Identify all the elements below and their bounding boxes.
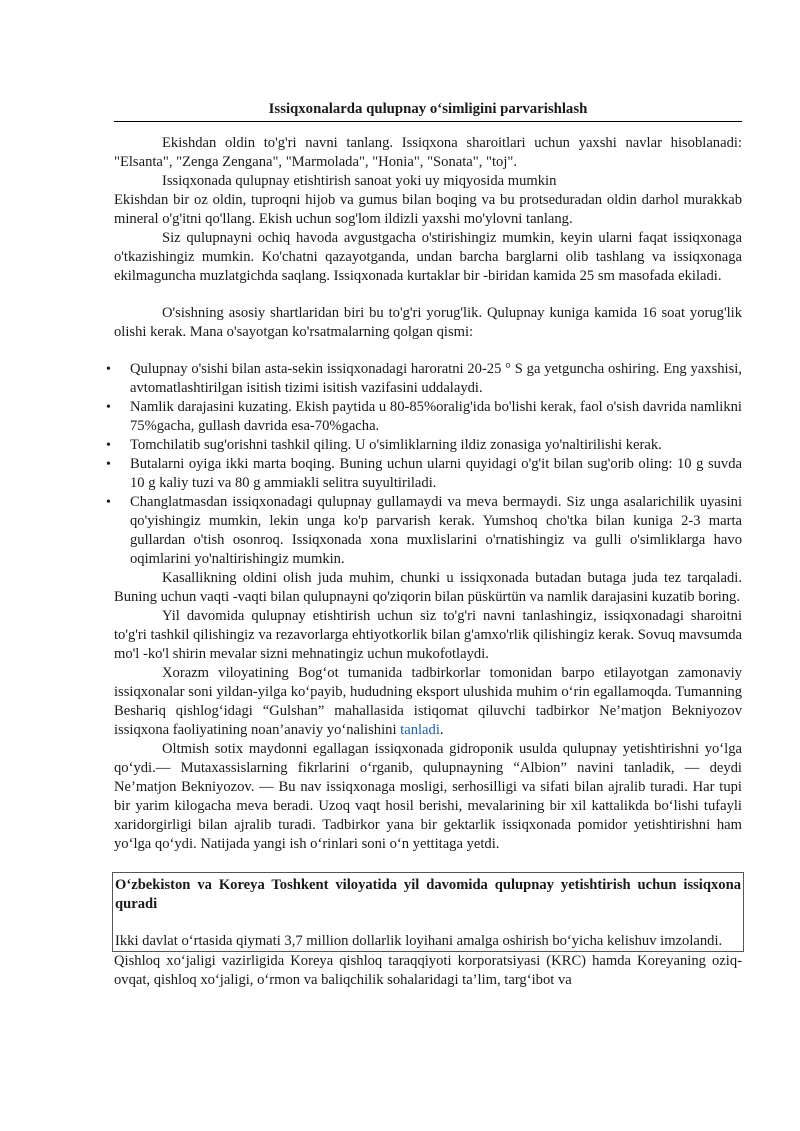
list-item: • Qulupnay o'sishi bilan asta-sekin issiqxonadagi haroratni 20-25 ° S ga yetguncha oshiring. Eng yaxshisi, avtomatlashtirilgan isitish tizimi isitish vazifasini uddalaydi. xyxy=(106,361,742,396)
list-item: • Namlik darajasini kuzating. Ekish paytida u 80-85%oralig'ida bo'lishi kerak, faol o'sish davrida namlikni 75%gacha, gullash davrida esa-70%gacha. xyxy=(106,399,742,434)
list-item: • Butalarni oyiga ikki marta boqing. Buning uchun ularni quyidagi o'g'it bilan sug'orib oling: 10 g suvda 10 g kaliy tuzi va 80 g ammiakli selitra suyultiriladi. xyxy=(106,456,742,491)
bullet-icon: • xyxy=(106,400,111,415)
paragraph-khorezm: Xorazm viloyatining Bog‘ot tumanida tadbirkorlar tomonidan barpo etilayotgan zamonaviy issiqxonalar soni yildan-yilga ko‘payib, hududning eksport ulushida muhim o‘rin egallamoqda. Tumanning Beshariq qishlog‘idagi “Gulshan” mahallasida istiqomat qiluvchi tadbirkor Ne’matjon Bekniyozov issiqxona faoliyatining noan’anaviy yo‘nalishini tanladi. xyxy=(114,665,742,738)
news-lead: Ikki davlat o‘rtasida qiymati 3,7 million dollarlik loyihani amalga oshirish bo‘yicha kelishuv imzolandi. xyxy=(115,933,723,949)
bullet-icon: • xyxy=(106,362,111,377)
paragraph-varieties: Ekishdan oldin to'g'ri navni tanlang. Issiqxona sharoitlari uchun yaxshi navlar hisoblanadi: "Elsanta", "Zenga Zengana", "Marmolada", "Honia", "Sonata", "toj". xyxy=(114,135,742,170)
list-item: • Changlatmasdan issiqxonadagi qulupnay gullamaydi va meva bermaydi. Siz unga asalarichilik uyasini qo'yishingiz mumkin, lekin unga ko'p parvarish kerak. Yumshoq cho'tka bilan kuniga 2-3 marta gullardan o'tish osonroq. Issiqxonada xona muxlislarini o'rnatishingiz va gulli o'simliklarga havo oqimlarini yo'naltirishingiz mumkin. xyxy=(106,494,742,567)
news-headline: O‘zbekiston va Koreya Toshkent viloyatida yil davomida qulupnay yetishtirish uchun issiqxona quradi xyxy=(115,877,741,912)
bullet-icon: • xyxy=(106,495,111,510)
paragraph-lighting: O'sishning asosiy shartlaridan biri bu to'g'ri yorug'lik. Qulupnay kuniga kamida 16 soat yorug'lik olishi kerak. Mana o'sayotgan ko'rsatmalarning qolgan qismi: xyxy=(114,305,742,340)
bullet-icon: • xyxy=(106,438,111,453)
paragraph-year-round: Yil davomida qulupnay etishtirish uchun siz to'g'ri navni tanlashingiz, issiqxonadagi sharoitni to'g'ri tashkil qilishingiz va rezavorlarga ehtiyotkorlik bilan g'amxo'rlik qilishingiz kerak. Sovuq mavsumda mo'l -ko'l shirin mevalar sizni mehnatingiz uchun mukofotlaydi. xyxy=(114,608,742,662)
list-item: • Tomchilatib sug'orishni tashkil qiling. U o'simliklarning ildiz zonasiga yo'naltirilishi kerak. xyxy=(106,437,662,453)
paragraph-soil-prep: Ekishdan bir oz oldin, tuproqni hijob va gumus bilan boqing va bu protseduradan oldin darhol murakkab mineral o'g'itni qo'llang. Ekish uchun sog'lom ildizli yaxshi mo'ylovni tanlang. xyxy=(114,192,742,227)
paragraph-ministry: Qishloq xo‘jaligi vazirligida Koreya qishloq taraqqiyoti korporatsiyasi (KRC) hamda Koreyaning oziq-ovqat, qishloq xo‘jaligi, o‘rmon va baliqchilik sohalaridagi ta’lim, targ‘ibot va xyxy=(114,953,742,988)
document-page xyxy=(106,100,742,990)
page-title: Issiqxonalarda qulupnay o‘simligini parvarishlash xyxy=(114,100,742,122)
paragraph-hydroponic: Oltmish sotix maydonni egallagan issiqxonada gidroponik usulda qulupnay yetishtirishni yo‘lga qo‘ydi.— Mutaxassislarning fikrlarini o‘rganib, qulupnayning “Albion” navini tanladik, — deydi Ne’matjon Bekniyozov. — Bu nav issiqxonaga mosligi, serhosilligi va sifati bilan ajralib turadi. Har tupi bir yarim kilogacha meva beradi. Uzoq vaqt hosil berishi, mevalarining bir xil kattalikda bo‘lishi tufayli xaridorgirligi bilan ajralib turadi. Tadbirkor yana bir gektarlik issiqxonada pomidor yetishtirishni ham yo‘lga qo‘ydi. Natijada yangi ish o‘rinlari soni o‘n yettitaga yetdi. xyxy=(114,741,742,852)
bullet-icon: • xyxy=(106,457,111,472)
care-instructions-list xyxy=(106,360,742,569)
tanladi-link[interactable]: tanladi xyxy=(400,722,440,738)
paragraph-transplant: Siz qulupnayni ochiq havoda avgustgacha o'stirishingiz mumkin, keyin ularni faqat issiqxonaga o'tkazishingiz mumkin. Ko'chatni qazayotganda, undan barcha barglarni olib tashlang va issiqxonaga ekilmaguncha muzlatgichda saqlang. Issiqxonada kurtaklar bir -biridan kamida 25 sm masofada ekiladi. xyxy=(114,230,742,284)
paragraph-scale: Issiqxonada qulupnay etishtirish sanoat yoki uy miqyosida mumkin xyxy=(162,173,557,189)
paragraph-disease: Kasallikning oldini olish juda muhim, chunki u issiqxonada butadan butaga juda tez tarqaladi. Buning uchun vaqti -vaqti bilan qulupnayni qo'ziqorin bilan püskürtün va namlik darajasini kuzatib boring. xyxy=(114,570,742,605)
news-box xyxy=(112,872,744,952)
